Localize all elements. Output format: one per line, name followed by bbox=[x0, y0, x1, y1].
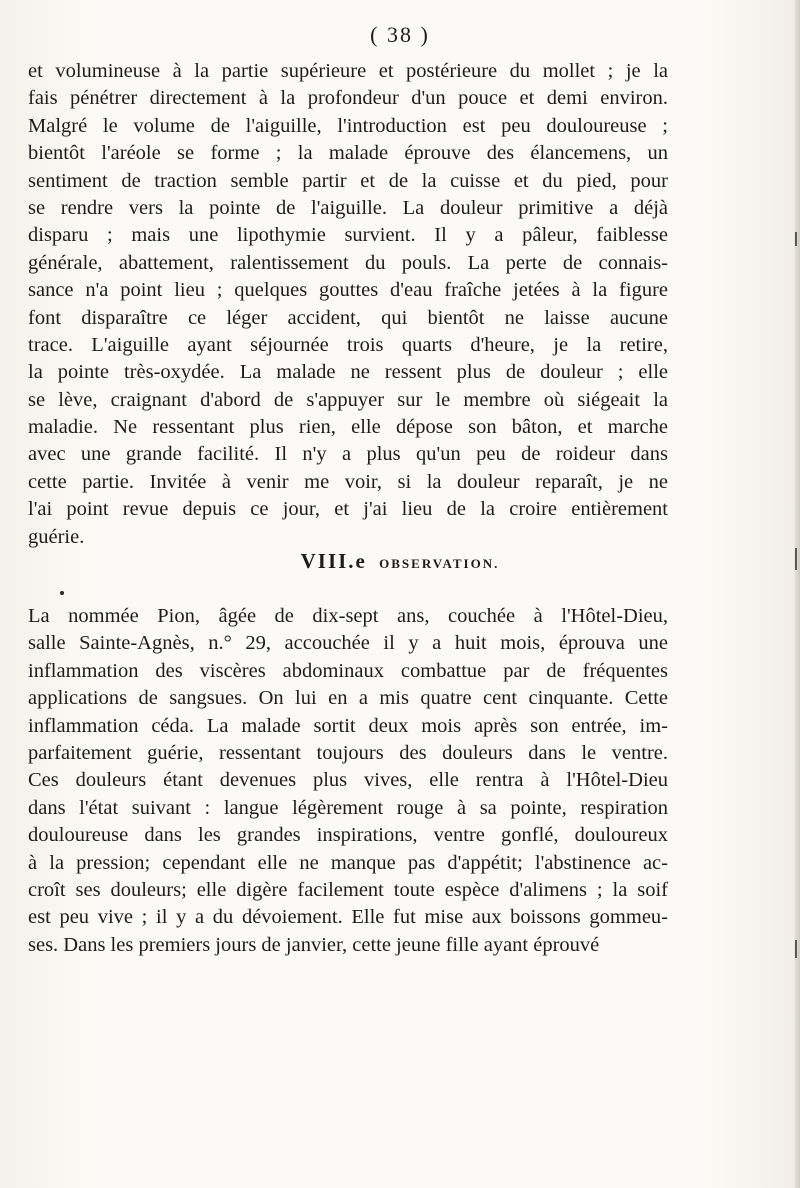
text-line: font disparaître ce léger accident, qui bientôt ne laisse aucune bbox=[28, 306, 668, 329]
text-line: cette partie. Invitée à venir me voir, si la douleur reparaît, je ne bbox=[28, 470, 668, 493]
text-line: disparu ; mais une lipothymie survient. Il y a pâleur, faiblesse bbox=[28, 224, 668, 247]
text-line: à la pression; cependant elle ne manque pas d'appétit; l'abstinence ac- bbox=[28, 851, 668, 874]
text-line: salle Sainte-Agnès, n.° 29, accouchée il y a huit mois, éprouva une bbox=[28, 632, 668, 655]
text-line: guérie. bbox=[28, 525, 85, 548]
page-number: ( 38 ) bbox=[370, 22, 430, 47]
text-line: et volumineuse à la partie supérieure et postérieure du mollet ; je la bbox=[28, 60, 668, 82]
text-line: sentiment de traction semble partir et de la cuisse et du pied, pour bbox=[28, 169, 668, 192]
margin-mark bbox=[795, 548, 797, 570]
text-line: bientôt l'aréole se forme ; la malade éprouve des élancemens, un bbox=[28, 142, 668, 165]
text-line: se lève, craignant d'abord de s'appuyer sur le membre où siégeait la bbox=[28, 388, 668, 411]
text-line: La nommée Pion, âgée de dix-sept ans, couchée à l'Hôtel-Dieu, bbox=[28, 605, 668, 627]
margin-mark bbox=[795, 940, 797, 958]
text-line: inflammation céda. La malade sortit deux mois après son entrée, im- bbox=[28, 714, 668, 737]
text-line: inflammation des viscères abdominaux combattue par de fréquentes bbox=[28, 659, 668, 682]
text-line: Malgré le volume de l'aiguille, l'introduction est peu douloureuse ; bbox=[28, 114, 668, 137]
text-line: applications de sangsues. On lui en a mis quatre cent cinquante. Cette bbox=[28, 687, 668, 710]
text-line: avec une grande facilité. Il n'y a plus qu'un peu de roideur dans bbox=[28, 443, 668, 466]
text-line: Ces douleurs étant devenues plus vives, elle rentra à l'Hôtel-Dieu bbox=[28, 769, 668, 792]
text-line: trace. L'aiguille ayant séjournée trois quarts d'heure, je la retire, bbox=[28, 333, 668, 356]
page-edge bbox=[794, 0, 800, 1188]
ink-speck bbox=[60, 591, 64, 595]
heading-numeral: VIII.e bbox=[300, 549, 367, 573]
text-line: est peu vive ; il y a du dévoiement. Elle fut mise aux boissons gommeu- bbox=[28, 906, 668, 929]
text-line: générale, abattement, ralentissement du pouls. La perte de connais- bbox=[28, 251, 668, 274]
text-line: maladie. Ne ressentant plus rien, elle dépose son bâton, et marche bbox=[28, 416, 668, 439]
text-line: fais pénétrer directement à la profondeur d'un pouce et demi environ. bbox=[28, 87, 668, 110]
text-line: dans l'état suivant : langue légèrement rouge à sa pointe, respiration bbox=[28, 796, 668, 819]
text-line: parfaitement guérie, ressentant toujours des douleurs dans le ventre. bbox=[28, 741, 668, 764]
text-line: l'ai point revue depuis ce jour, et j'ai lieu de la croire entièrement bbox=[28, 498, 668, 521]
text-line: la pointe très-oxydée. La malade ne ressent plus de douleur ; elle bbox=[28, 361, 668, 384]
section-heading bbox=[0, 549, 800, 574]
text-line: sance n'a point lieu ; quelques gouttes d'eau fraîche jetées à la figure bbox=[28, 279, 668, 302]
text-line: se rendre vers la pointe de l'aiguille. La douleur primitive a déjà bbox=[28, 196, 668, 219]
paragraph-observation bbox=[28, 603, 668, 959]
text-line: douloureuse dans les grandes inspirations, ventre gonflé, douloureux bbox=[28, 824, 668, 847]
heading-word: OBSERVATION. bbox=[379, 556, 500, 571]
margin-mark bbox=[795, 232, 797, 246]
paragraph-continued bbox=[28, 58, 668, 551]
text-line: ses. Dans les premiers jours de janvier, cette jeune fille ayant éprouvé bbox=[28, 933, 600, 956]
text-line: croît ses douleurs; elle digère facilement toute espèce d'alimens ; la soif bbox=[28, 878, 668, 901]
